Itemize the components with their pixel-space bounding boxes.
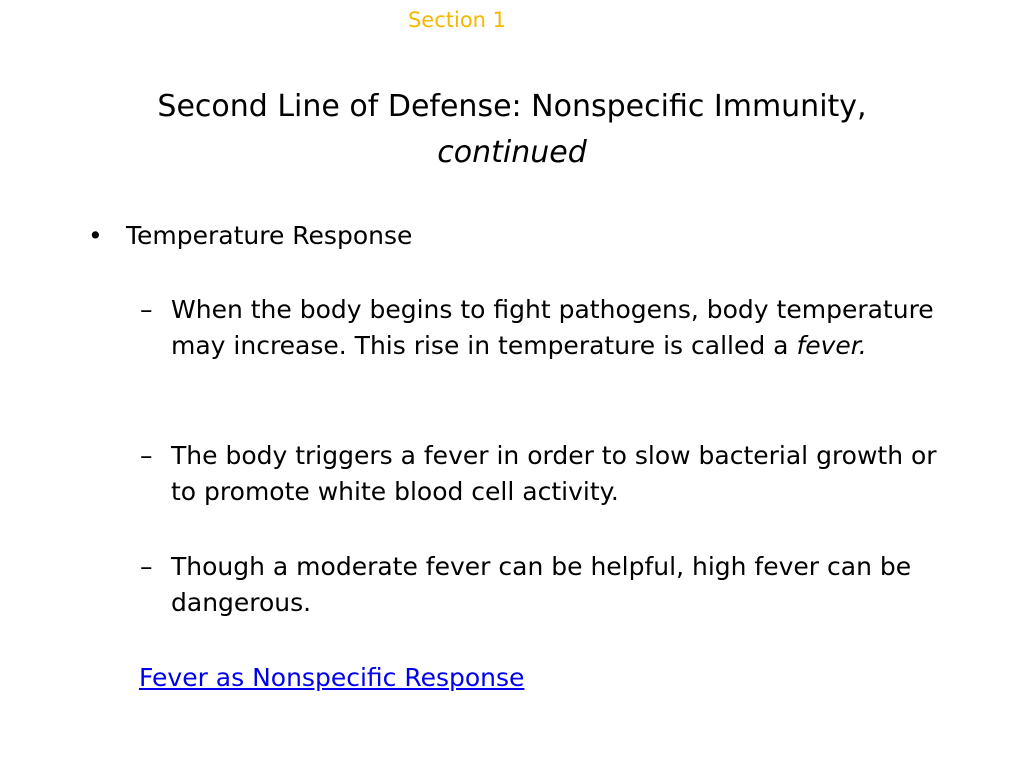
sub-bullet-marker: – [140, 441, 153, 470]
sub-bullet-text: Though a moderate fever can be helpful, high fever can be dangerous. [171, 552, 912, 617]
section-label: Section 1 [407, 8, 507, 32]
sub-bullet-fever-danger [140, 549, 940, 621]
title-main: Second Line of Defense: Nonspecific Immunity, [157, 89, 867, 124]
sub-bullet-text: The body triggers a fever in order to slow bacterial growth or to promote white blood cell activity. [171, 441, 937, 506]
slide-title [80, 84, 944, 176]
sub-bullet-fever-purpose [140, 438, 940, 510]
bullet-marker: • [88, 221, 103, 250]
fever-response-link[interactable]: Fever as Nonspecific Response [139, 663, 525, 692]
sub-bullet-text-plain: When the body begins to fight pathogens, body temperature may increase. This rise in temperature is called a [171, 295, 934, 360]
bullet-temperature-response [88, 218, 412, 254]
title-continued: continued [437, 135, 587, 170]
bullet-text: Temperature Response [126, 221, 413, 250]
sub-bullet-marker: – [140, 295, 153, 324]
sub-bullet-text [171, 292, 940, 364]
sub-bullet-text-emphasis: fever. [796, 331, 867, 360]
sub-bullet-marker: – [140, 552, 153, 581]
sub-bullet-fever-definition [140, 292, 940, 364]
